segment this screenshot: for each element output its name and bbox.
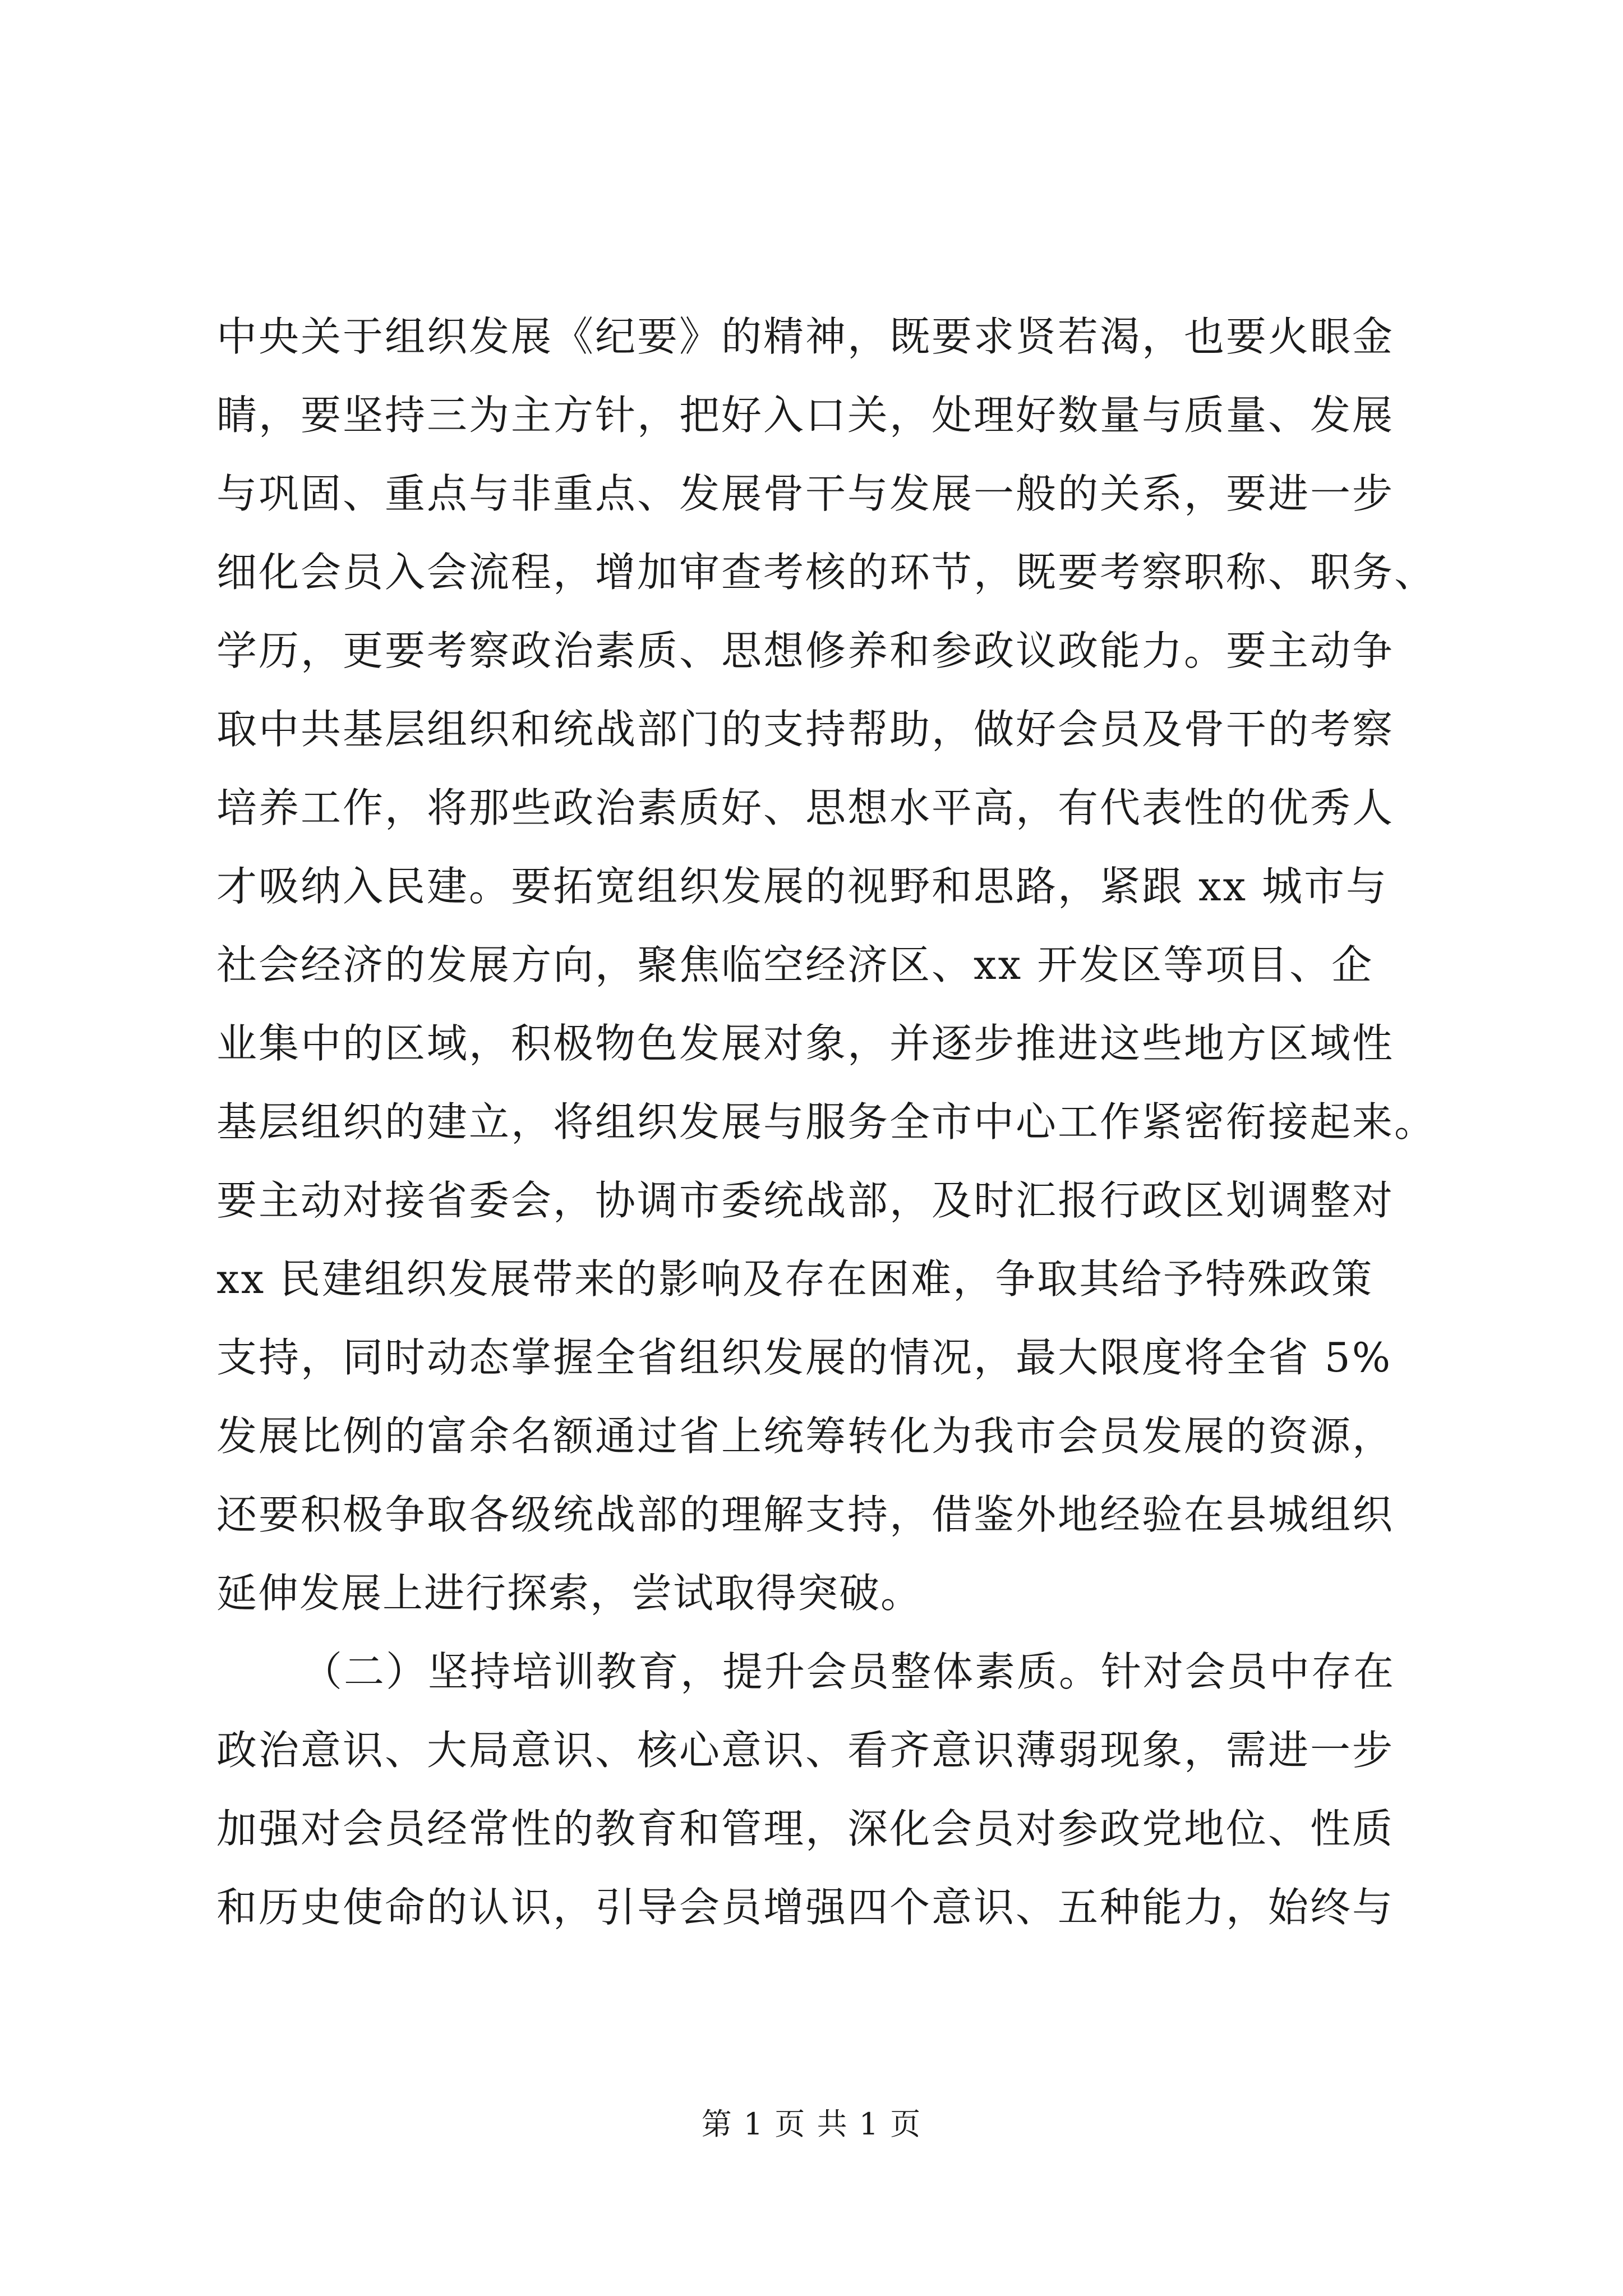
text-line: 政治意识、大局意识、核心意识、看齐意识薄弱现象，需进一步 xyxy=(216,1727,1395,1774)
text-line: 细化会员入会流程，增加审查考核的环节，既要考察职称、职务、 xyxy=(216,549,1437,596)
text-line: 才吸纳入民建。要拓宽组织发展的视野和思路，紧跟 xx 城市与 xyxy=(216,863,1388,910)
text-line: 发展比例的富余名额通过省上统筹转化为我市会员发展的资源， xyxy=(216,1412,1395,1460)
text-line: 还要积极争取各级统战部的理解支持，借鉴外地经验在县城组织 xyxy=(216,1491,1395,1538)
text-line: 培养工作，将那些政治素质好、思想水平高，有代表性的优秀人 xyxy=(216,784,1395,831)
text-line: 要主动对接省委会，协调市委统战部，及时汇报行政区划调整对 xyxy=(216,1177,1395,1224)
text-line: 学历，更要考察政治素质、思想修养和参政议政能力。要主动争 xyxy=(216,627,1395,674)
text-line: 取中共基层组织和统战部门的支持帮助，做好会员及骨干的考察 xyxy=(216,706,1395,753)
text-line: 与巩固、重点与非重点、发展骨干与发展一般的关系，要进一步 xyxy=(216,470,1395,517)
text-line: 睛，要坚持三为主方针，把好入口关，处理好数量与质量、发展 xyxy=(216,392,1395,439)
text-line: 支持，同时动态掌握全省组织发展的情况，最大限度将全省 5% xyxy=(216,1334,1393,1381)
document-body xyxy=(216,297,1437,1947)
text-line: 社会经济的发展方向，聚焦临空经济区、xx 开发区等项目、企 xyxy=(216,941,1374,988)
page-number-footer: 第 1 页 共 1 页 xyxy=(701,2106,922,2142)
text-line: 业集中的区域，积极物色发展对象，并逐步推进这些地方区域性 xyxy=(216,1020,1395,1067)
text-line: 中央关于组织发展《纪要》的精神，既要求贤若渴，也要火眼金 xyxy=(216,313,1395,360)
text-line: 加强对会员经常性的教育和管理，深化会员对参政党地位、性质 xyxy=(216,1805,1395,1852)
text-line: xx 民建组织发展带来的影响及存在困难，争取其给予特殊政策 xyxy=(216,1255,1374,1303)
text-line: 和历史使命的认识，引导会员增强四个意识、五种能力，始终与 xyxy=(216,1884,1395,1931)
section-heading-line: （二）坚持培训教育，提升会员整体素质。针对会员中存在 xyxy=(302,1648,1396,1695)
text-line: 延伸发展上进行探索，尝试取得突破。 xyxy=(216,1570,923,1617)
text-line: 基层组织的建立，将组织发展与服务全市中心工作紧密衔接起来。 xyxy=(216,1098,1437,1145)
